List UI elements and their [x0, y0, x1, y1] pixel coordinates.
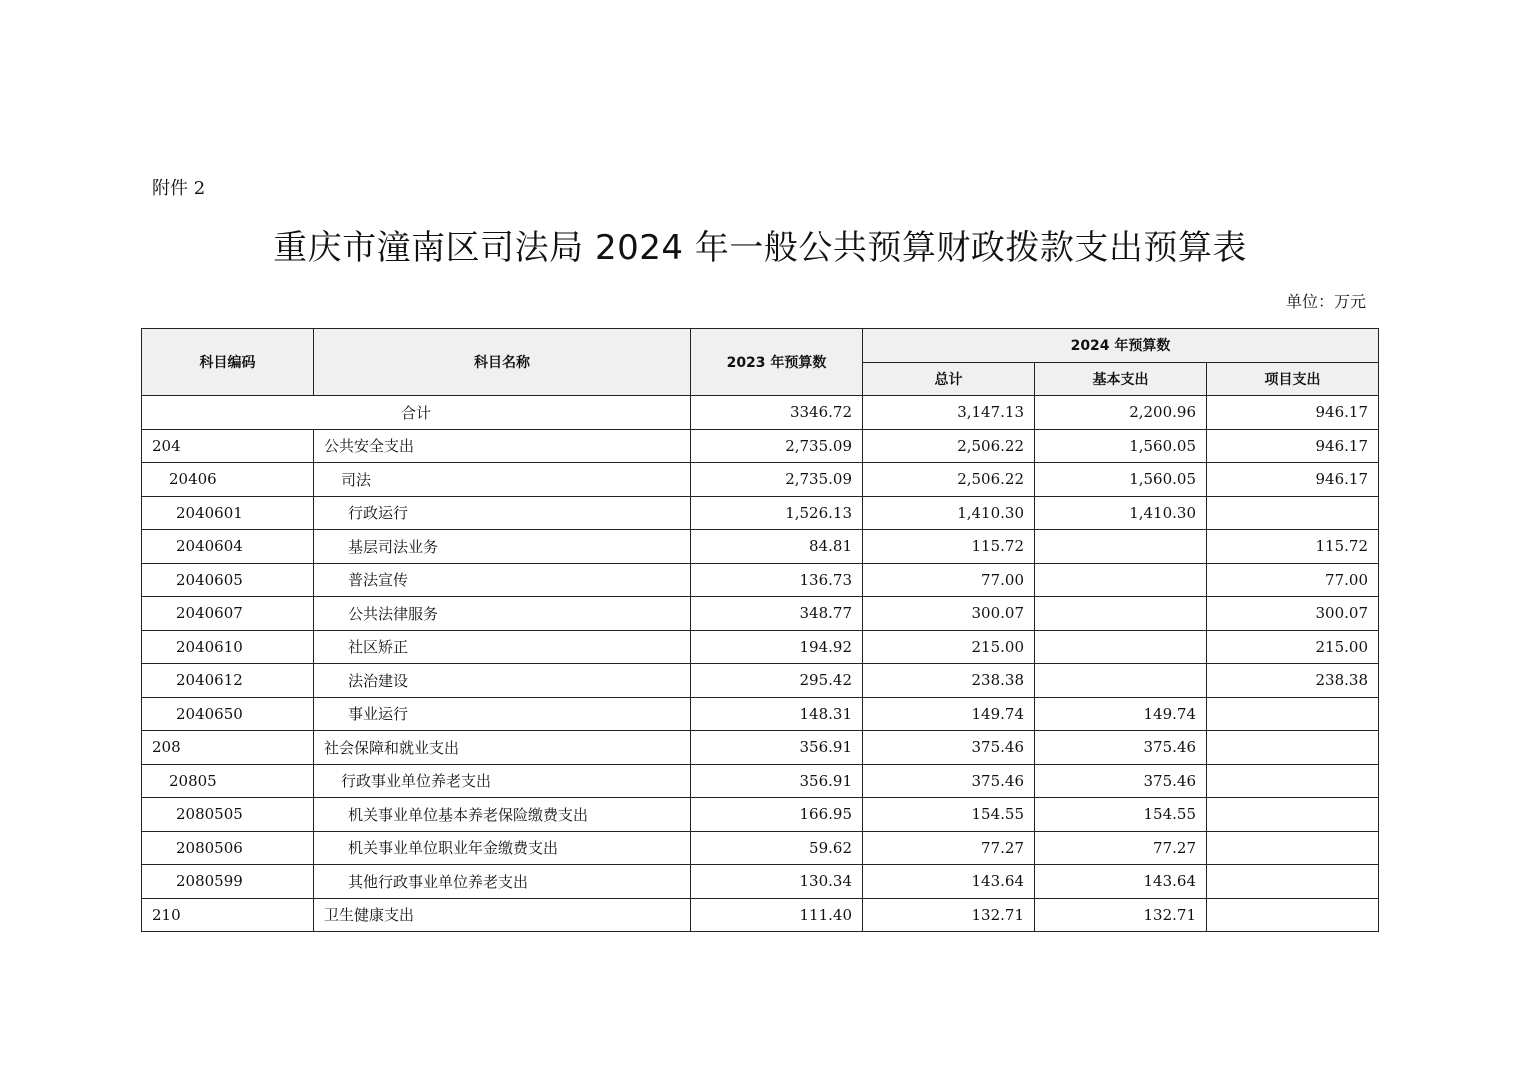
row-total: 215.00	[863, 630, 1035, 664]
row-prev-budget: 2,735.09	[691, 463, 863, 497]
row-basic: 143.64	[1035, 865, 1207, 899]
row-project: 946.17	[1207, 429, 1379, 463]
row-project	[1207, 798, 1379, 832]
unit-label: 单位：万元	[1285, 292, 1366, 311]
row-total: 300.07	[863, 597, 1035, 631]
row-prev-budget: 111.40	[691, 898, 863, 932]
row-name: 机关事业单位职业年金缴费支出	[314, 831, 691, 865]
row-basic: 1,560.05	[1035, 429, 1207, 463]
table-row	[142, 530, 1379, 564]
row-name: 行政事业单位养老支出	[314, 764, 691, 798]
total-total: 3,147.13	[863, 396, 1035, 430]
table-row	[142, 898, 1379, 932]
row-basic	[1035, 597, 1207, 631]
row-total: 238.38	[863, 664, 1035, 698]
row-code: 208	[142, 731, 314, 765]
row-name: 社会保障和就业支出	[314, 731, 691, 765]
table-header	[142, 329, 1379, 396]
row-basic	[1035, 664, 1207, 698]
row-total: 149.74	[863, 697, 1035, 731]
row-basic: 375.46	[1035, 731, 1207, 765]
header-code: 科目编码	[142, 329, 314, 396]
total-basic: 2,200.96	[1035, 396, 1207, 430]
row-prev-budget: 194.92	[691, 630, 863, 664]
row-name: 行政运行	[314, 496, 691, 530]
row-name: 其他行政事业单位养老支出	[314, 865, 691, 899]
row-code: 2040604	[142, 530, 314, 564]
total-label: 合计	[142, 396, 691, 430]
row-project: 115.72	[1207, 530, 1379, 564]
row-total: 2,506.22	[863, 429, 1035, 463]
header-prev-budget: 2023 年预算数	[691, 329, 863, 396]
row-name: 司法	[314, 463, 691, 497]
row-prev-budget: 84.81	[691, 530, 863, 564]
row-prev-budget: 166.95	[691, 798, 863, 832]
row-basic: 77.27	[1035, 831, 1207, 865]
row-code: 2040607	[142, 597, 314, 631]
row-project	[1207, 697, 1379, 731]
row-basic: 1,410.30	[1035, 496, 1207, 530]
row-basic	[1035, 563, 1207, 597]
row-name: 卫生健康支出	[314, 898, 691, 932]
table-row	[142, 831, 1379, 865]
header-basic: 基本支出	[1035, 362, 1207, 396]
row-project	[1207, 731, 1379, 765]
table-row	[142, 630, 1379, 664]
budget-table	[141, 328, 1379, 932]
row-basic	[1035, 630, 1207, 664]
row-prev-budget: 1,526.13	[691, 496, 863, 530]
row-code: 2080505	[142, 798, 314, 832]
row-name: 普法宣传	[314, 563, 691, 597]
row-code: 2040650	[142, 697, 314, 731]
row-total: 2,506.22	[863, 463, 1035, 497]
row-code: 2040605	[142, 563, 314, 597]
row-project: 215.00	[1207, 630, 1379, 664]
row-project	[1207, 898, 1379, 932]
row-prev-budget: 136.73	[691, 563, 863, 597]
row-code: 2040610	[142, 630, 314, 664]
row-prev-budget: 295.42	[691, 664, 863, 698]
table-row	[142, 865, 1379, 899]
page-title: 重庆市潼南区司法局 2024 年一般公共预算财政拨款支出预算表	[273, 228, 1247, 268]
attachment-label: 附件 2	[152, 178, 206, 199]
table-row	[142, 731, 1379, 765]
table-row	[142, 563, 1379, 597]
row-code: 2040601	[142, 496, 314, 530]
row-total: 115.72	[863, 530, 1035, 564]
table-row	[142, 597, 1379, 631]
row-name: 公共法律服务	[314, 597, 691, 631]
header-name: 科目名称	[314, 329, 691, 396]
row-total: 132.71	[863, 898, 1035, 932]
table-row	[142, 463, 1379, 497]
row-prev-budget: 59.62	[691, 831, 863, 865]
row-name: 法治建设	[314, 664, 691, 698]
row-project	[1207, 496, 1379, 530]
row-code: 20406	[142, 463, 314, 497]
row-project	[1207, 865, 1379, 899]
row-basic: 149.74	[1035, 697, 1207, 731]
row-total: 154.55	[863, 798, 1035, 832]
row-prev-budget: 348.77	[691, 597, 863, 631]
table-row	[142, 798, 1379, 832]
row-name: 公共安全支出	[314, 429, 691, 463]
header-project: 项目支出	[1207, 362, 1379, 396]
row-code: 2080506	[142, 831, 314, 865]
row-prev-budget: 130.34	[691, 865, 863, 899]
row-total: 1,410.30	[863, 496, 1035, 530]
row-code: 20805	[142, 764, 314, 798]
row-prev-budget: 2,735.09	[691, 429, 863, 463]
table-body	[142, 396, 1379, 932]
header-2024-group: 2024 年预算数	[863, 329, 1379, 363]
table-row	[142, 664, 1379, 698]
row-project: 77.00	[1207, 563, 1379, 597]
row-basic: 375.46	[1035, 764, 1207, 798]
row-project: 300.07	[1207, 597, 1379, 631]
total-project: 946.17	[1207, 396, 1379, 430]
header-total: 总计	[863, 362, 1035, 396]
row-basic: 132.71	[1035, 898, 1207, 932]
row-basic: 154.55	[1035, 798, 1207, 832]
row-prev-budget: 356.91	[691, 731, 863, 765]
row-total: 77.00	[863, 563, 1035, 597]
total-row	[142, 396, 1379, 430]
row-total: 375.46	[863, 764, 1035, 798]
row-code: 210	[142, 898, 314, 932]
row-prev-budget: 148.31	[691, 697, 863, 731]
row-code: 204	[142, 429, 314, 463]
row-total: 77.27	[863, 831, 1035, 865]
row-name: 机关事业单位基本养老保险缴费支出	[314, 798, 691, 832]
row-project	[1207, 764, 1379, 798]
row-project	[1207, 831, 1379, 865]
row-total: 143.64	[863, 865, 1035, 899]
row-project: 946.17	[1207, 463, 1379, 497]
row-code: 2080599	[142, 865, 314, 899]
table-row	[142, 429, 1379, 463]
row-name: 基层司法业务	[314, 530, 691, 564]
total-prev: 3346.72	[691, 396, 863, 430]
row-code: 2040612	[142, 664, 314, 698]
row-basic: 1,560.05	[1035, 463, 1207, 497]
table-row	[142, 764, 1379, 798]
row-name: 社区矫正	[314, 630, 691, 664]
row-basic	[1035, 530, 1207, 564]
table-row	[142, 697, 1379, 731]
table-row	[142, 496, 1379, 530]
row-prev-budget: 356.91	[691, 764, 863, 798]
row-project: 238.38	[1207, 664, 1379, 698]
row-name: 事业运行	[314, 697, 691, 731]
row-total: 375.46	[863, 731, 1035, 765]
